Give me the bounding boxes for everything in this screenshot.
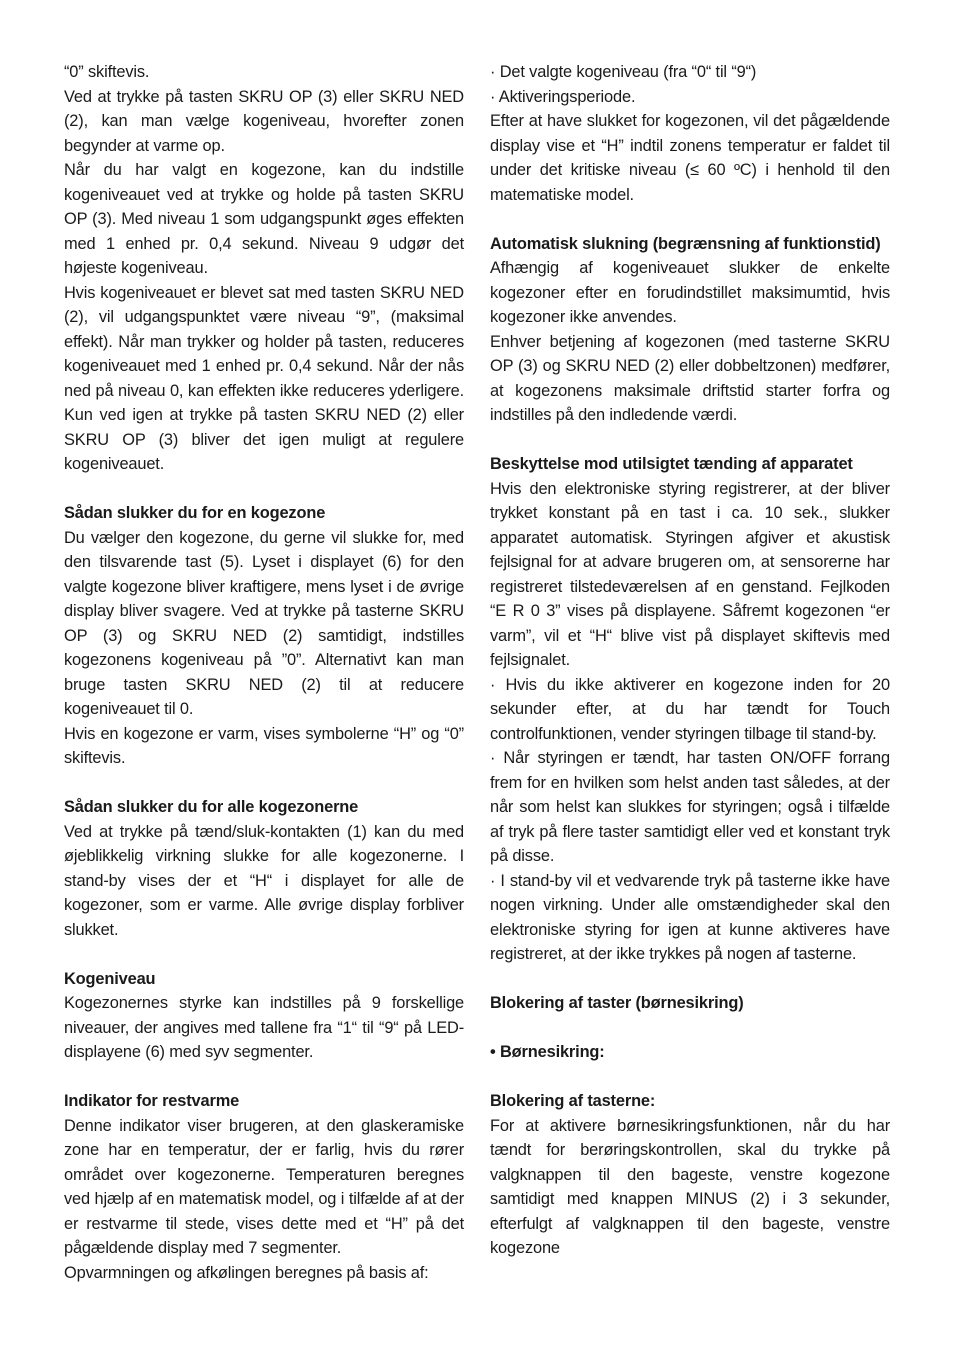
paragraph: · Det valgte kogeniveau (fra “0“ til “9“) bbox=[490, 63, 757, 81]
paragraph: For at aktivere børnesikringsfunktionen, når du har tændt for berøringskontrollen, skal du trykke på valgknappen til den bageste, venstre kogezone samtidigt med knappen MINUS (2) i 3 sekunder, efterfulgt af valgknappen til den bageste, venstre kogezone bbox=[490, 1116, 890, 1257]
section-heading-kogeniveau: Kogeniveau bbox=[64, 969, 156, 988]
section-heading-sa-dan-slukker-du-for-alle-kogezonerne: Sådan slukker du for alle kogezonerne bbox=[64, 798, 359, 816]
paragraph: Kogezonernes styrke kan indstilles på 9 forskellige niveauer, der angives med tallene fra “1“ til “9“ på LED-displayene (6) med syv segmenter. bbox=[64, 994, 464, 1061]
section-heading-sa-dan-slukker-du-for-en-kogezone: Sådan slukker du for en kogezone bbox=[64, 504, 326, 522]
paragraph: · Når styringen er tændt, har tasten ON/OFF forrang frem for en hvilken som helst anden tast således, at der når som helst kan slukkes for styringen; også i tilfælde af tryk på flere taster samtidigt eller ved et konstant tryk på disse. bbox=[490, 749, 890, 865]
paragraph-spacer bbox=[490, 1016, 890, 1041]
paragraph: Efter at have slukket for kogezonen, vil det pågældende display vise et “H” indtil zonens temperatur er faldet til under det kritiske niveau (≤ 60 ºC) i henhold til den matematiske model. bbox=[490, 112, 890, 204]
paragraph: · Aktiveringsperiode. bbox=[490, 87, 636, 106]
section-heading-beskyttelse-mod-utilsigtet-t-nding-af-ap: Beskyttelse mod utilsigtet tænding af apparatet bbox=[490, 455, 853, 473]
section-heading-automatisk-slukning-begr-nsning-af-funkt: Automatisk slukning (begrænsning af funktionstid) bbox=[490, 234, 881, 253]
paragraph-spacer bbox=[490, 428, 890, 453]
paragraph: Hvis en kogezone er varm, vises symbolerne “H” og “0” skiftevis. bbox=[64, 724, 464, 767]
paragraph: Afhængig af kogeniveauet slukker de enkelte kogezoner efter en forudindstillet maksimumtid, hvis kogezoner ikke anvendes. bbox=[490, 259, 890, 326]
paragraph: Denne indikator viser brugeren, at den glaskeramiske zone har en temperatur, der er farlig, hvis du rører området over kogezonerne. Temperaturen beregnes ved hjælp af en matematisk model, og i tilfælde af at der er restvarme til stede, vises dette med et “H” på det pågældende display med 7 segmenter. bbox=[64, 1116, 464, 1257]
paragraph-spacer bbox=[64, 477, 464, 502]
paragraph: Ved at trykke på tænd/sluk-kontakten (1) kan du med øjeblikkelig virkning slukke for alle kogezonerne. I stand-by vises der et “H“ i displayet for alle de kogezoner, som er varme. Alle øvrige display forbliver slukket. bbox=[64, 822, 464, 939]
paragraph-spacer bbox=[490, 1065, 890, 1090]
right-column bbox=[490, 60, 890, 1261]
paragraph: Opvarmningen og afkølingen beregnes på basis af: bbox=[64, 1263, 429, 1282]
paragraph: Ved at trykke på tasten SKRU OP (3) eller SKRU NED (2), kan man vælge kogeniveau, hvorefter zonen begynder at varme op. bbox=[64, 87, 464, 155]
paragraph: Du vælger den kogezone, du gerne vil slukke for, med den tilsvarende tast (5). Lyset i displayet (6) for den valgte kogezone bliver kraftigere, mens lyset i de øvrige display bliver svagere. Ved at trykke på tasterne SKRU OP (3) og SKRU NED (2) samtidigt, indstilles kogezonens kogeniveau på ”0”. Alternativt kan man bruge tasten SKRU NED (2) til at reducere kogeniveauet til 0. bbox=[64, 528, 464, 718]
section-heading-b-rnesikring: • Børnesikring: bbox=[490, 1043, 605, 1061]
paragraph-spacer bbox=[490, 207, 890, 232]
paragraph: Hvis den elektroniske styring registrerer, at der bliver trykket konstant på en tast i ca. 10 sek., slukker apparatet automatisk. Styringen afgiver et akustisk fejlsignal for at advare brugeren om, at sensorerne har registreret tilstedeværelsen af en genstand. Fejlkoden “E R 0 3” vises på displayene. Såfremt kogezonen “er varm”, vil et “H“ blive vist på displayet skiftevis med fejlsignalet. bbox=[490, 479, 890, 669]
paragraph: “0” skiftevis. bbox=[64, 63, 150, 81]
section-heading-indikator-for-restvarme: Indikator for restvarme bbox=[64, 1092, 240, 1110]
section-heading-blokering-af-taster-b-rnesikring: Blokering af taster (børnesikring) bbox=[490, 994, 744, 1012]
paragraph-spacer bbox=[64, 1065, 464, 1090]
left-column bbox=[64, 60, 464, 1285]
section-heading-blokering-af-tasterne: Blokering af tasterne: bbox=[490, 1092, 656, 1110]
paragraph: Hvis kogeniveauet er blevet sat med tasten SKRU NED (2), vil udgangspunktet være niveau “9”, (maksimal effekt). Når man trykker og holder på tasten, reduceres kogeniveauet med 1 enhed pr. 0,4 sekund. Når der nås ned på niveau 0, kan effekten ikke reduceres yderligere. Kun ved igen at trykke på tasten SKRU NED (2) eller SKRU OP (3) bliver det igen muligt at regulere kogeniveauet. bbox=[64, 283, 464, 473]
paragraph: Enhver betjening af kogezonen (med tasterne SKRU OP (3) og SKRU NED (2) eller dobbeltzonen) medfører, at kogezonens maksimale driftstid starter forfra og indstilles på den indledende værdi. bbox=[490, 332, 890, 424]
paragraph: · Hvis du ikke aktiverer en kogezone inden for 20 sekunder efter, at du har tændt for Touch controlfunktionen, vender styringen tilbage til stand-by. bbox=[490, 675, 890, 743]
paragraph-spacer bbox=[64, 942, 464, 967]
paragraph: · I stand-by vil et vedvarende tryk på tasterne ikke have nogen virkning. Under alle omstændigheder skal den elektroniske styring for igen at kunne aktiveres have registreret, at der ikke trykkes på nogen af tasterne. bbox=[490, 871, 890, 963]
paragraph-spacer bbox=[64, 771, 464, 796]
paragraph-spacer bbox=[490, 967, 890, 992]
paragraph: Når du har valgt en kogezone, kan du indstille kogeniveauet ved at trykke og holde på tasten SKRU OP (3). Med niveau 1 som udgangspunkt øges effekten med 1 enhed pr. 0,4 sekund. Niveau 9 udgør det højeste kogeniveau. bbox=[64, 161, 464, 277]
